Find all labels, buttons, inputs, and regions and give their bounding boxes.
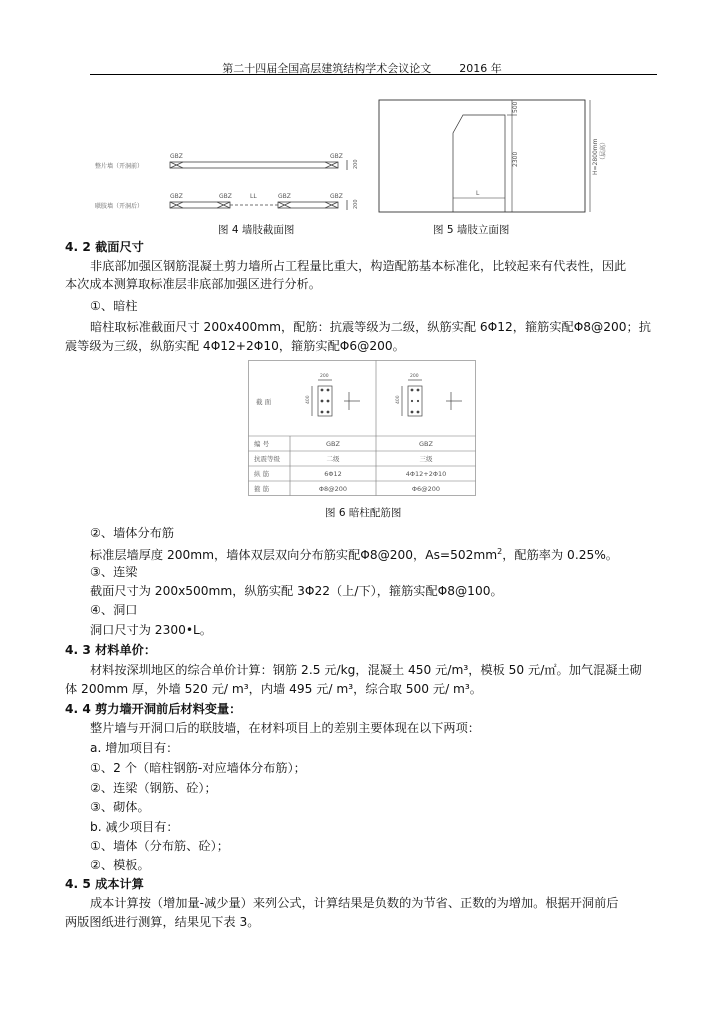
fig6-label-1: 抗震等级 bbox=[254, 455, 280, 463]
fig4-gbz-4: GBZ bbox=[219, 193, 232, 200]
fig6-label-3: 箍 筋 bbox=[254, 485, 270, 493]
figure-5-wall-elevation bbox=[375, 95, 610, 220]
fig4-ll: LL bbox=[250, 193, 257, 200]
fig6-dim-w-2: 200 bbox=[410, 374, 419, 379]
fig6-col1-1: 二级 bbox=[326, 455, 340, 463]
fig6-col1-0: GBZ bbox=[326, 440, 340, 448]
fig4-gbz-1: GBZ bbox=[170, 153, 183, 160]
header-rule bbox=[90, 74, 657, 75]
coupled-wall-right bbox=[278, 202, 338, 208]
fig6-col1-2: 6Φ12 bbox=[324, 470, 342, 478]
paragraph-prices-line2: 体 200mm 厚，外墙 520 元/ m³，内墙 495 元/ m³，综合取 500 元/ m³。 bbox=[65, 682, 482, 696]
list-decrease-2: ②、模板。 bbox=[90, 858, 150, 872]
fig4-gbz-2: GBZ bbox=[330, 153, 343, 160]
item-wall-rebar: ②、墙体分布筋 bbox=[90, 526, 175, 540]
list-increase-2: ②、连梁（钢筋、砼）； bbox=[90, 781, 217, 795]
figure-6-column-table bbox=[248, 360, 476, 497]
section-col1 bbox=[312, 380, 360, 416]
figure-4-caption: 图 4 墙肢截面图 bbox=[218, 224, 295, 236]
fig4-dim-2: 200 bbox=[353, 199, 359, 209]
heading-4-3: 4. 3 材料单价： bbox=[65, 643, 157, 657]
list-increase-3: ③、砌体。 bbox=[90, 800, 150, 814]
fig5-dim-note: （层高） bbox=[600, 138, 607, 163]
figure-6-caption: 图 6 暗柱配筋图 bbox=[325, 507, 402, 519]
item-coupling-beam: ③、连梁 bbox=[90, 565, 138, 579]
fig5-dim-top: 500 bbox=[512, 101, 519, 113]
fig4-gbz-6: GBZ bbox=[330, 193, 343, 200]
wall-rebar-sup: 2 bbox=[497, 547, 503, 556]
fig6-label-2: 纵 筋 bbox=[254, 470, 270, 478]
paragraph-column-line1: 暗柱取标准截面尺寸 200x400mm，配筋：抗震等级为二级，纵筋实配 6Φ12，箍筋实配Φ8@200；抗 bbox=[90, 320, 651, 334]
fig6-row-section: 截 面 bbox=[256, 398, 272, 406]
coupled-wall-left bbox=[170, 202, 230, 208]
heading-4-4: 4. 4 剪力墙开洞前后材料变量： bbox=[65, 702, 242, 716]
list-increase-1: ①、2 个（暗柱钢筋-对应墙体分布筋）； bbox=[90, 761, 306, 775]
header-title: 第二十四届全国高层建筑结构学术会议论文 bbox=[222, 62, 432, 75]
section-col2 bbox=[402, 380, 462, 416]
fig4-dim-1: 200 bbox=[353, 159, 359, 169]
fig4-row1-label: 整片墙（开洞前） bbox=[95, 163, 144, 170]
paragraph-cost-line2: 两版图纸进行测算，结果见下表 3。 bbox=[65, 915, 260, 929]
fig4-row2-label: 联肢墙（开洞后） bbox=[95, 203, 144, 210]
fig6-label-0: 编 号 bbox=[254, 440, 270, 448]
header-year: 2016 年 bbox=[459, 62, 502, 75]
fig6-col2-0: GBZ bbox=[419, 440, 433, 448]
list-decrease-title: b. 减少项目有： bbox=[90, 820, 179, 834]
figure-5-caption: 图 5 墙肢立面图 bbox=[433, 224, 510, 236]
paragraph-opening: 洞口尺寸为 2300•L。 bbox=[90, 623, 212, 637]
paragraph-cost-line1: 成本计算按（增加量-减少量）来列公式，计算结果是负数的为节省、正数的为增加。根据开洞前后 bbox=[90, 896, 619, 910]
paragraph-material-diff: 整片墙与开洞口后的联肢墙，在材料项目上的差别主要体现在以下两项： bbox=[90, 721, 480, 735]
list-decrease-1: ①、墙体（分布筋、砼）； bbox=[90, 839, 229, 853]
fig5-dim-l: L bbox=[476, 190, 480, 197]
paragraph-wall-rebar bbox=[90, 543, 618, 564]
item-opening: ④、洞口 bbox=[90, 603, 138, 617]
wall-outline bbox=[379, 100, 585, 212]
paragraph-column-line2: 震等级为三级，纵筋实配 4Φ12+2Φ10，箍筋实配Φ6@200。 bbox=[65, 339, 405, 353]
wall-rebar-text: 标准层墙厚度 200mm，墙体双层双向分布筋实配Φ8@200，As=502mm bbox=[90, 548, 498, 563]
fig6-col2-1: 三级 bbox=[419, 455, 433, 463]
paragraph-4-2-line1: 非底部加强区钢筋混凝土剪力墙所占工程量比重大，构造配筋基本标准化，比较起来有代表性，因此 bbox=[90, 259, 627, 273]
heading-4-2: 4. 2 截面尺寸 bbox=[65, 240, 144, 254]
item-hidden-column: ①、暗柱 bbox=[90, 299, 138, 313]
paragraph-coupling-beam: 截面尺寸为 200x500mm，纵筋实配 3Φ22（上/下），箍筋实配Φ8@100。 bbox=[90, 584, 503, 598]
fig6-dim-h-1: 400 bbox=[306, 395, 311, 404]
list-increase-title: a. 增加项目有： bbox=[90, 741, 179, 755]
whole-wall-section bbox=[170, 162, 338, 168]
fig6-dim-h-2: 400 bbox=[396, 395, 401, 404]
fig5-dim-mid: 2300 bbox=[512, 151, 519, 167]
fig6-col1-3: Φ8@200 bbox=[318, 485, 348, 493]
fig4-gbz-3: GBZ bbox=[170, 193, 183, 200]
paragraph-prices-line1: 材料按深圳地区的综合单价计算：钢筋 2.5 元/kg，混凝土 450 元/m³，模板 50 元/㎡。加气混凝土砌 bbox=[90, 663, 642, 677]
figure-4-wall-section bbox=[95, 145, 370, 215]
fig4-gbz-5: GBZ bbox=[278, 193, 291, 200]
paragraph-4-2-line2: 本次成本测算取标准层非底部加强区进行分析。 bbox=[65, 277, 321, 291]
fig5-dim-total: H=2800mm bbox=[592, 138, 599, 175]
fig6-col2-3: Φ6@200 bbox=[411, 485, 441, 493]
fig6-dim-w-1: 200 bbox=[320, 374, 329, 379]
wall-rebar-text-post: ，配筋率为 0.25%。 bbox=[502, 548, 618, 563]
fig6-col2-2: 4Φ12+2Φ10 bbox=[405, 470, 447, 478]
heading-4-5: 4. 5 成本计算 bbox=[65, 877, 144, 891]
